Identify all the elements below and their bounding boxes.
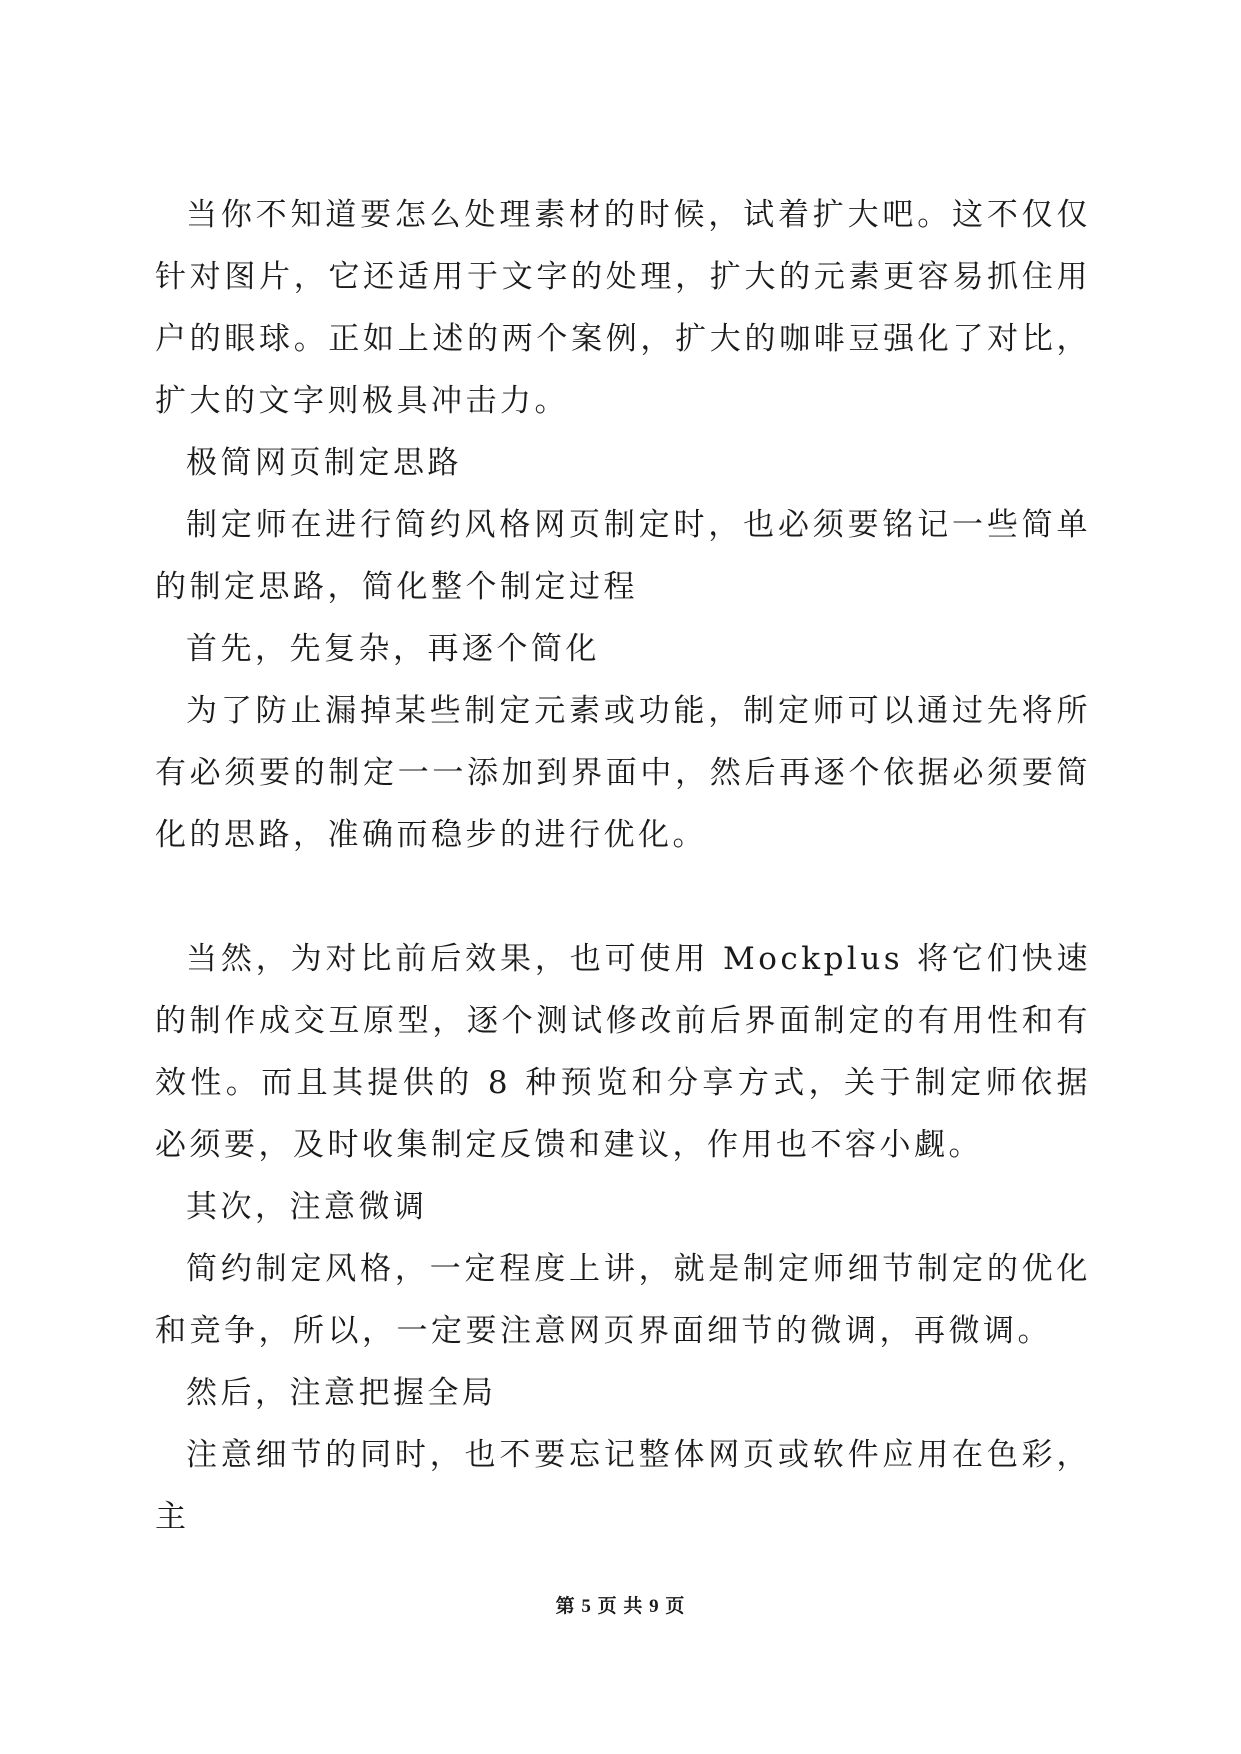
section-heading: 然后，注意把握全局: [186, 1375, 497, 1411]
paragraph: 简约制定风格，一定程度上讲，就是制定师细节制定的优化和竞争，所以，一定要注意网页界面细节的微调，再微调。: [155, 1251, 1091, 1349]
document-body: [155, 184, 1091, 1548]
paragraph: 为了防止漏掉某些制定元素或功能，制定师可以通过先将所有必须要的制定一一添加到界面中，然后再逐个依据必须要简化的思路，准确而稳步的进行优化。: [155, 693, 1091, 853]
section-heading: 首先，先复杂，再逐个简化: [186, 631, 600, 667]
section-heading: 极简网页制定思路: [186, 445, 462, 481]
paragraph: 注意细节的同时，也不要忘记整体网页或软件应用在色彩，主: [155, 1437, 1091, 1535]
paragraph: 当你不知道要怎么处理素材的时候，试着扩大吧。这不仅仅针对图片，它还适用于文字的处理，扩大的元素更容易抓住用户的眼球。正如上述的两个案例，扩大的咖啡豆强化了对比，扩大的文字则极具冲击力。: [155, 197, 1091, 419]
section-heading: 其次，注意微调: [186, 1189, 428, 1225]
blank-line: [155, 866, 1091, 928]
page-number-footer: 第 5 页 共 9 页: [555, 1596, 686, 1617]
paragraph: 当然，为对比前后效果，也可使用 Mockplus 将它们快速的制作成交互原型，逐个测试修改前后界面制定的有用性和有效性。而且其提供的 8 种预览和分享方式，关于制定师依据必须要，及时收集制定反馈和建议，作用也不容小觑。: [155, 941, 1091, 1163]
paragraph: 制定师在进行简约风格网页制定时，也必须要铭记一些简单的制定思路，简化整个制定过程: [155, 507, 1091, 605]
